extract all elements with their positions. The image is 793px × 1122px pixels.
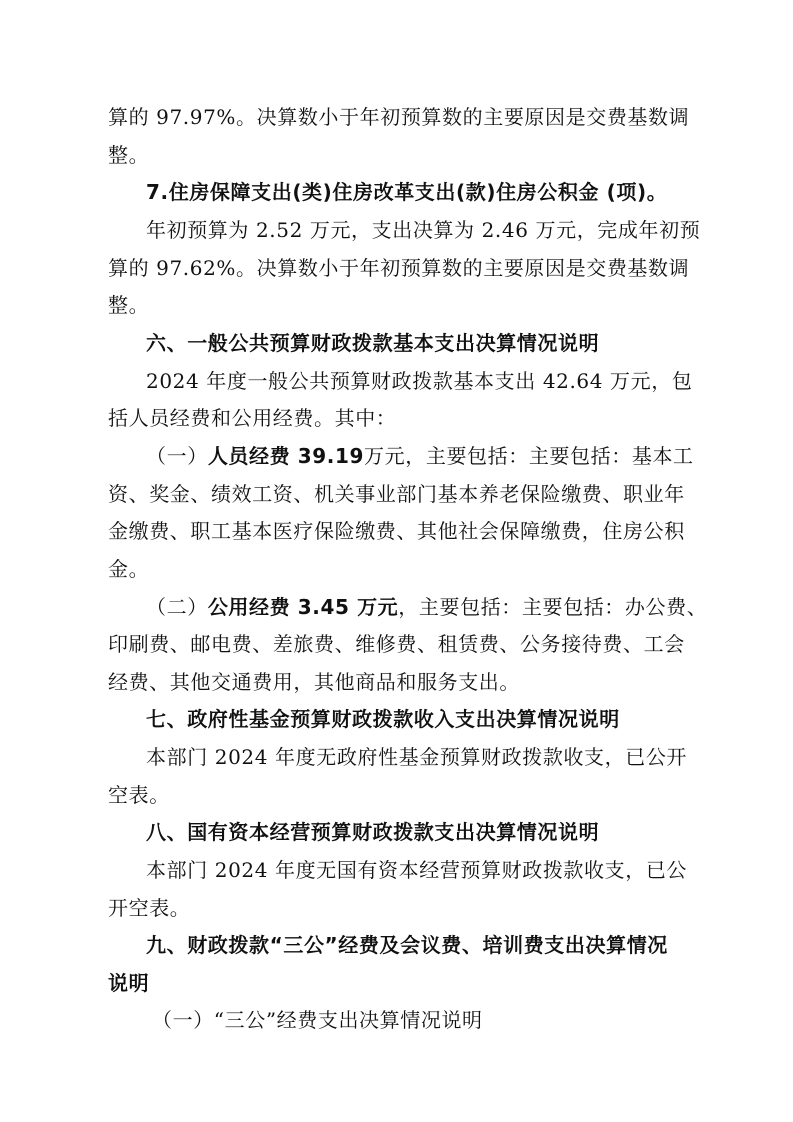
text-line: 印刷费、邮电费、差旅费、维修费、租赁费、公务接待费、工会 [108,632,685,656]
text-line: 金缴费、职工基本医疗保险缴费、其他社会保障缴费，住房公积 [108,519,685,543]
paragraph-start: 年初预算为 2.52 万元，支出决算为 2.46 万元，完成年初预 [146,218,701,242]
text-line: 整。 [108,293,150,317]
subsection-heading: （一）“三公”经费支出决算情况说明 [152,1008,483,1032]
subsection-line [146,593,707,621]
text-line: 经费、其他交通费用，其他商品和服务支出。 [108,670,520,694]
section-heading: 7.住房保障支出(类)住房改革支出(款)住房公积金 (项)。 [146,180,668,204]
text-line: 算的 97.62%。决算数小于年初预算数的主要原因是交费基数调 [108,256,690,280]
bold-term: 人员经费 39.19 [207,444,365,468]
section-heading: 七、政府性基金预算财政拨款收入支出决算情况说明 [146,707,620,731]
section-heading: 九、财政拨款“三公”经费及会议费、培训费支出决算情况 [146,933,668,957]
subsection-number: （一） [146,444,208,468]
section-heading: 八、国有资本经营预算财政拨款支出决算情况说明 [146,820,600,844]
text-line: 算的 97.97%。决算数小于年初预算数的主要原因是交费基数调 [108,105,690,129]
bold-term: 公用经费 3.45 万元 [207,595,399,619]
text-line: 空表。 [108,783,170,807]
text-span: 万元，主要包括：主要包括：基本工 [364,444,694,468]
paragraph-start: 本部门 2024 年度无国有资本经营预算财政拨款收支，已公 [146,858,688,882]
text-line: 金。 [108,557,150,581]
paragraph-start: 2024 年度一般公共预算财政拨款基本支出 42.64 万元，包 [146,369,693,393]
section-heading-continued: 说明 [108,971,150,995]
subsection-line [146,442,694,470]
paragraph-start: 本部门 2024 年度无政府性基金预算财政拨款收支，已公开 [146,745,688,769]
text-line: 整。 [108,143,150,167]
text-span: ，主要包括：主要包括：办公费、 [398,595,708,619]
text-line: 括人员经费和公用经费。其中： [108,406,397,430]
subsection-number: （二） [146,595,208,619]
text-line: 资、奖金、绩效工资、机关事业部门基本养老保险缴费、职业年 [108,482,685,506]
section-heading: 六、一般公共预算财政拨款基本支出决算情况说明 [146,331,600,355]
text-line: 开空表。 [108,896,191,920]
